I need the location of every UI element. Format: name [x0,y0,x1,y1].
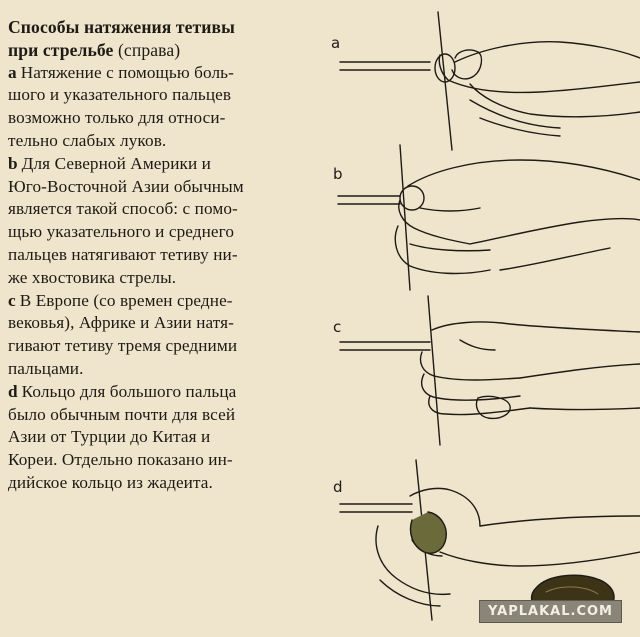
item-d-line-2: было обычным почти для всей [8,404,236,424]
item-b-line-5: пальцев натягивают тетиву ни- [8,244,238,264]
item-c-marker: c [8,290,16,310]
item-a-line-2: шого и указательного пальцев [8,85,232,105]
item-b-line-3: является такой способ: с помо- [8,199,238,219]
item-d-line-1: Кольцо для большого пальца [21,381,237,401]
item-b-line-4: щью указательного и среднего [8,222,235,242]
item-d-line-5: дийское кольцо из жадеита. [8,472,213,492]
figure-a-hand [340,12,640,150]
item-a [8,62,324,153]
figure-b-hand [338,145,640,290]
figure-label-a: a [331,34,341,52]
item-c-line-4: пальцами. [8,358,84,378]
figure-label-b: b [333,165,343,183]
title-subtitle: (справа) [117,39,181,60]
figure-c-hand [340,296,640,445]
watermark: YAPLAKAL.COM [479,600,622,623]
item-c-line-3: гивают тетиву тремя средними [8,336,238,356]
item-d [8,381,324,495]
title [8,16,324,62]
item-a-line-1: Натяжение с помощью боль- [20,62,234,82]
title-line-2 [8,39,324,62]
item-b-line-1: Для Северной Америки и [21,153,211,173]
thumb-ring-icon [411,512,447,553]
item-b-line-2: Юго-Восточной Азии обычным [8,176,244,196]
item-b-line-6: же хвостовика стрелы. [8,267,177,287]
item-a-marker: a [8,62,17,82]
item-a-line-3: возможно только для относи- [8,108,226,128]
title-bold-2: при стрельбе [8,39,114,60]
figure-c-bowstring [428,296,440,445]
item-c-line-1: В Европе (со времен средне- [19,290,233,310]
item-c [8,290,324,381]
item-d-line-3: Азии от Турции до Китая и [8,427,211,447]
item-b-marker: b [8,153,18,173]
item-b [8,153,324,290]
item-d-marker: d [8,381,18,401]
title-line-1: Способы натяжения тетивы [8,17,235,37]
figure-label-c: c [333,318,342,336]
item-d-line-4: Кореи. Отдельно показано ин- [8,450,233,470]
text-column [8,16,324,495]
figure-label-d: d [333,478,343,496]
bow-draw-illustrations [320,0,640,637]
item-c-line-2: вековья), Африке и Азии натя- [8,313,235,333]
item-a-line-4: тельно слабых луков. [8,130,167,150]
